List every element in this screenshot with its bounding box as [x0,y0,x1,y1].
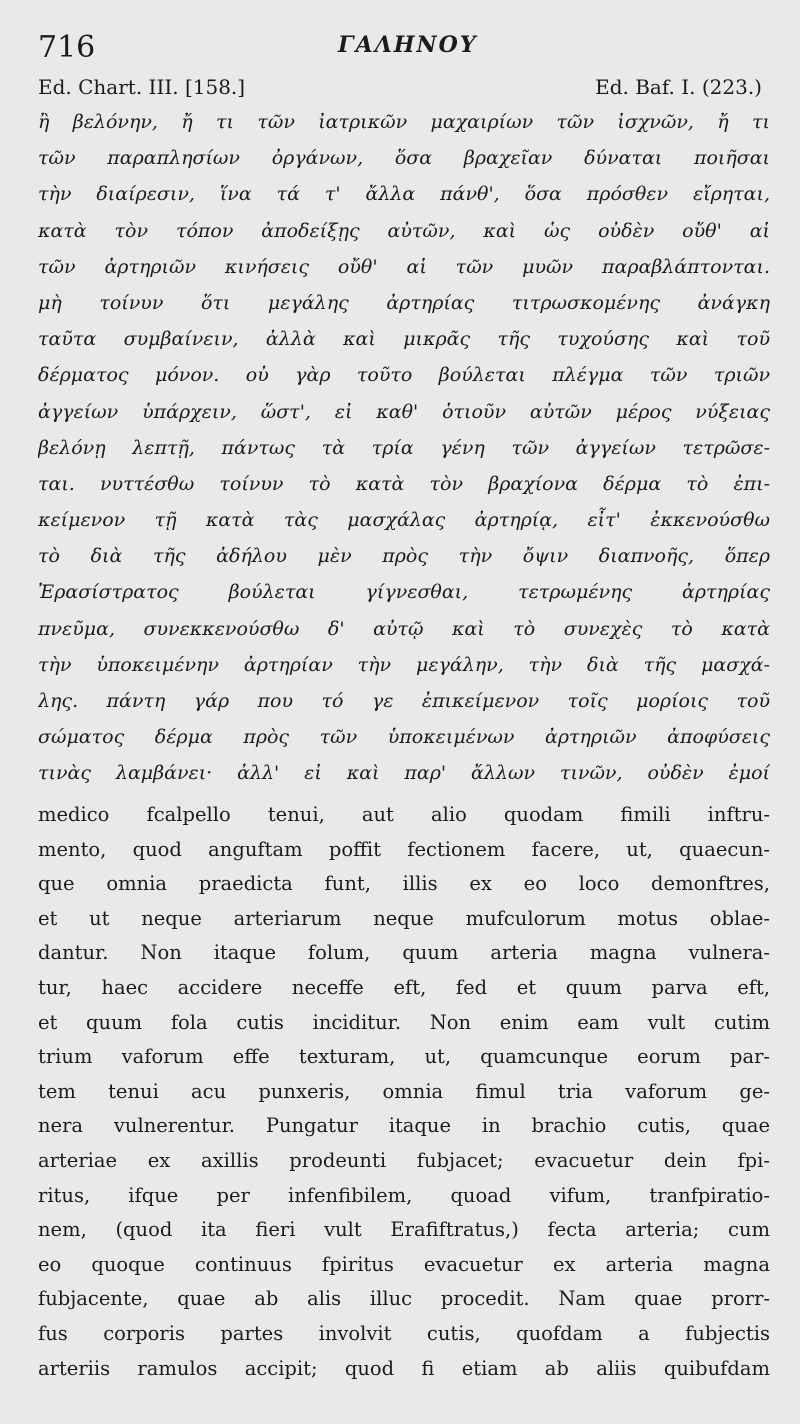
greek-line: ἢ βελόνην, ἤ τι τῶν ἰατρικῶν μαχαιρίων τῶν ἰσχνῶν, ἤ τι [38,111,770,133]
latin-line: mento, quod anguftam poffit fectionem facere, ut, quaecun- [38,837,770,861]
greek-line: τῶν ἀρτηριῶν κινήσεις οὔθ' αἱ τῶν μυῶν παραβλάπτονται. [38,255,770,278]
latin-line: nem, (quod ita fieri vult Erafiftratus,) fecta arteria; cum [38,1218,770,1242]
edition-reference-left: Ed. Chart. III. [158.] [38,75,246,99]
running-title: ΓΑΛΗΝΟΥ [338,32,478,58]
edition-reference-line [38,72,762,102]
greek-line: κατὰ τὸν τόπον ἀποδείξῃς αὐτῶν, καὶ ὡς οὐδὲν οὔθ' αἱ [38,219,770,242]
latin-line: et ut neque arteriarum neque mufculorum motus oblae- [38,906,770,930]
latin-line: dantur. Non itaque folum, quum arteria magna vulnera- [38,941,770,965]
latin-line: eo quoque continuus fpiritus evacuetur ex arteria magna [38,1252,770,1276]
latin-line: fus corporis partes involvit cutis, quofdam a fubjectis [38,1321,770,1345]
latin-line: nera vulnerentur. Pungatur itaque in brachio cutis, quae [38,1114,770,1138]
greek-line: λης. πάντη γάρ που τό γε ἐπικείμενον τοῖς μορίοις τοῦ [38,690,770,712]
latin-line: arteriis ramulos accipit; quod fi etiam ab aliis quibufdam [38,1356,770,1380]
latin-line: que omnia praedicta funt, illis ex eo loco demonftres, [38,872,770,896]
greek-line: Ἐρασίστρατος βούλεται γίγνεσθαι, τετρωμένης ἀρτηρίας [38,581,770,604]
greek-line: τινὰς λαμβάνει· ἀλλ' εἰ καὶ παρ' ἄλλων τινῶν, οὐδὲν ἐμοί [38,762,770,785]
greek-line: τὴν ὑποκειμένην ἀρτηρίαν τὴν μεγάλην, τὴν διὰ τῆς μασχά- [38,653,770,676]
greek-line: τὸ διὰ τῆς ἀδήλου μὲν πρὸς τὴν ὄψιν διαπνοῆς, ὅπερ [38,545,770,568]
greek-line: πνεῦμα, συνεκκενούσθω δ' αὐτῷ καὶ τὸ συνεχὲς τὸ κατὰ [38,617,770,640]
latin-line: fubjacente, quae ab alis illuc procedit. Nam quae prorr- [38,1287,770,1311]
latin-line: arteriae ex axillis prodeunti fubjacet; evacuetur dein fpi- [38,1148,770,1172]
latin-line: tur, haec accidere neceffe eft, fed et quum parva eft, [38,975,770,999]
greek-line: ἀγγείων ὑπάρχειν, ὥστ', εἰ καθ' ὁτιοῦν αὐτῶν μέρος νύξειας [38,400,770,423]
greek-line: τῶν παραπλησίων ὀργάνων, ὅσα βραχεῖαν δύναται ποιῆσαι [38,147,770,170]
greek-line: δέρματος μόνον. οὐ γὰρ τοῦτο βούλεται πλέγμα τῶν τριῶν [38,364,770,387]
greek-text-block [38,104,770,792]
latin-line: medico fcalpello tenui, aut alio quodam fimili inftru- [38,803,770,826]
page-header [38,28,772,68]
latin-line: trium vaforum effe texturam, ut, quamcunque eorum par- [38,1045,770,1069]
latin-line: tem tenui acu punxeris, omnia fimul tria vaforum ge- [38,1079,770,1103]
latin-line: et quum fola cutis inciditur. Non enim eam vult cutim [38,1010,770,1034]
page-number: 716 [38,30,96,65]
greek-line: ται. νυττέσθω τοίνυν τὸ κατὰ τὸν βραχίονα δέρμα τὸ ἐπι- [38,472,770,495]
greek-line: βελόνῃ λεπτῇ, πάντως τὰ τρία γένη τῶν ἀγγείων τετρῶσε- [38,436,770,459]
edition-reference-right: Ed. Baf. I. (223.) [595,75,762,99]
latin-line: ritus, ifque per infenfibilem, quoad vifum, tranfpiratio- [38,1183,770,1207]
greek-line: μὴ τοίνυν ὅτι μεγάλης ἀρτηρίας τιτρωσκομένης ἀνάγκη [38,291,770,314]
greek-line: σώματος δέρμα πρὸς τῶν ὑποκειμένων ἀρτηριῶν ἀποφύσεις [38,726,770,749]
greek-line: τὴν διαίρεσιν, ἵνα τά τ' ἄλλα πάνθ', ὅσα πρόσθεν εἴρηται, [38,183,770,206]
greek-line: κείμενον τῇ κατὰ τὰς μασχάλας ἀρτηρίᾳ, εἶτ' ἐκκενούσθω [38,509,770,532]
latin-text-block [38,798,770,1386]
greek-line: ταῦτα συμβαίνειν, ἀλλὰ καὶ μικρᾶς τῆς τυχούσης καὶ τοῦ [38,328,770,351]
